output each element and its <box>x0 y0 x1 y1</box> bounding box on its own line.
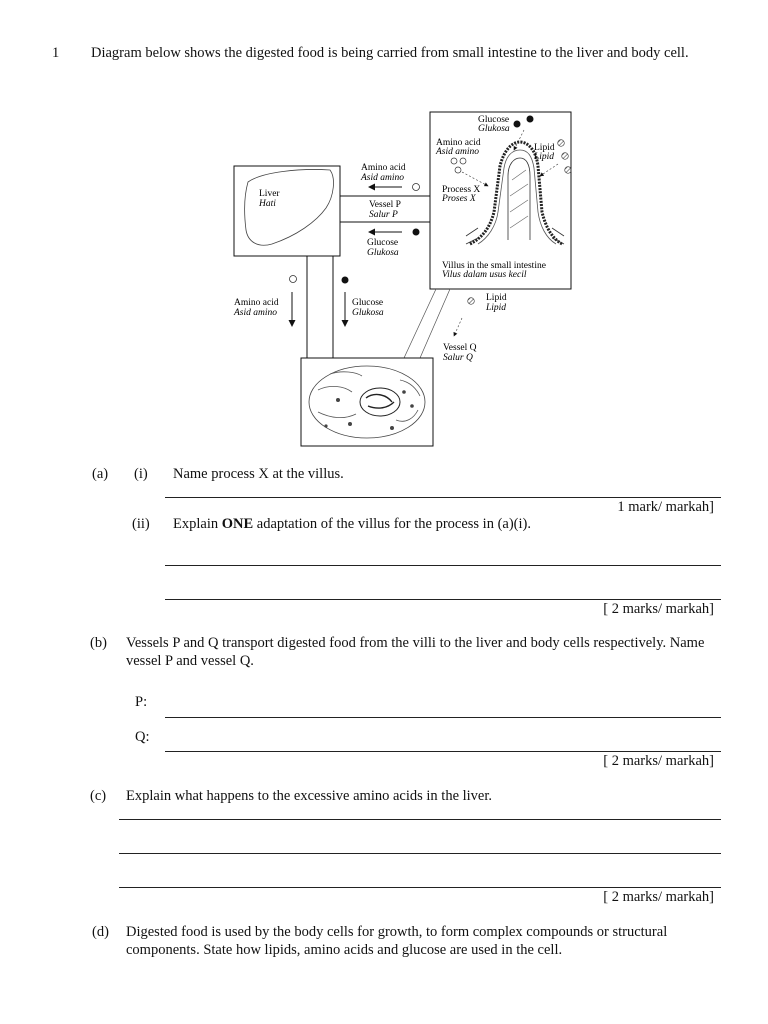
part-d-label: (d) <box>92 924 109 940</box>
answer-line-c-1[interactable] <box>119 819 721 820</box>
amino-label-top-my: Asid amino <box>361 173 405 183</box>
part-a-i-marks: 1 mark/ markah] <box>617 499 714 515</box>
answer-line-c-3[interactable] <box>119 887 721 888</box>
amino-label-top-en: Amino acid <box>361 163 406 173</box>
process-x-label-my: Proses X <box>442 194 476 204</box>
vessel-q-label-my: Salur Q <box>443 353 473 363</box>
lipid-label-villus-en: Lipid <box>534 143 555 153</box>
part-c-question: Explain what happens to the excessive amino acids in the liver. <box>126 788 493 804</box>
glucose-label-low-my: Glukosa <box>352 308 384 318</box>
part-a-ii-marks: [ 2 marks/ markah] <box>603 601 714 617</box>
emphasis-one: ONE <box>221 516 254 532</box>
answer-line-q[interactable] <box>165 751 721 752</box>
answer-line-p[interactable] <box>165 717 721 718</box>
answer-line-a-ii-2[interactable] <box>165 599 721 600</box>
amino-label-villus-en: Amino acid <box>436 138 481 148</box>
vessel-p-label-en: Vessel P <box>369 200 401 210</box>
glucose-label-villus-my: Glukosa <box>478 124 510 134</box>
answer-line-a-i[interactable] <box>165 497 721 498</box>
amino-label-villus-my: Asid amino <box>436 147 480 157</box>
part-a-i-label: (i) <box>134 466 148 482</box>
vessel-p-label-my: Salur P <box>369 210 398 220</box>
part-b-label: (b) <box>90 635 107 651</box>
part-b-question: Vessels P and Q transport digested food from the villi to the liver and body cells respectively. Name vessel P and vessel Q. <box>126 635 705 669</box>
part-d-question: Digested food is used by the body cells for growth, to form complex compounds or structural components. State how lipids, amino acids and glucose are used in the cell. <box>126 924 668 958</box>
question-number: 1 <box>52 45 60 61</box>
answer-p-label: P: <box>135 694 148 710</box>
part-b-marks: [ 2 marks/ markah] <box>603 753 714 769</box>
liver-outline <box>245 170 334 246</box>
part-c-label: (c) <box>90 788 107 804</box>
lipid-label-villus-my: Lipid <box>534 152 555 162</box>
villus-caption-my: Vilus dalam usus kecil <box>442 270 527 280</box>
part-a-ii-label: (ii) <box>132 516 150 532</box>
part-a-i-question: Name process X at the villus. <box>173 466 344 482</box>
villus-caption-en: Villus in the small intestine <box>442 261 546 271</box>
lipid-label-out-my: Lipid <box>486 303 507 313</box>
glucose-label-mid-my: Glukosa <box>367 248 399 258</box>
answer-line-a-ii-1[interactable] <box>165 565 721 566</box>
glucose-label-low-en: Glucose <box>352 298 384 308</box>
amino-label-left-en: Amino acid <box>234 298 279 308</box>
liver-label-en: Liver <box>259 189 280 199</box>
part-a-ii-question: Explain ONE adaptation of the villus for the process in (a)(i). <box>173 516 531 532</box>
glucose-label-villus-en: Glucose <box>478 115 510 125</box>
digestion-diagram <box>0 0 768 460</box>
body-cell-box <box>301 358 433 446</box>
glucose-label-mid-en: Glucose <box>367 238 399 248</box>
part-c-marks: [ 2 marks/ markah] <box>603 889 714 905</box>
part-a-label: (a) <box>92 466 109 482</box>
answer-line-c-2[interactable] <box>119 853 721 854</box>
answer-q-label: Q: <box>135 729 150 745</box>
lipid-label-out-en: Lipid <box>486 293 507 303</box>
question-intro: Diagram below shows the digested food is being carried from small intestine to the liver and body cell. <box>91 45 689 61</box>
amino-label-left-my: Asid amino <box>234 308 278 318</box>
liver-label-my: Hati <box>259 199 276 209</box>
process-x-label-en: Process X <box>442 185 481 195</box>
vessel-q-label-en: Vessel Q <box>443 343 477 353</box>
